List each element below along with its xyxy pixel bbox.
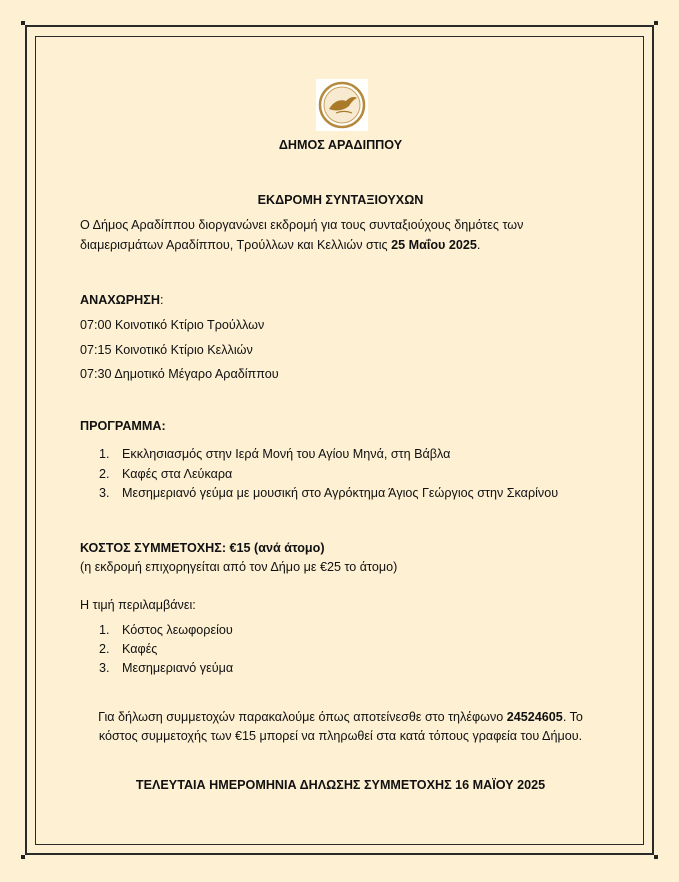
includes-item: Κόστος λεωφορείου [122, 623, 233, 637]
departure-item: 07:30 Δημοτικό Μέγαρο Αραδίππου [80, 367, 279, 381]
program-item: Καφές στα Λεύκαρα [122, 467, 233, 481]
departure-heading: ΑΝΑΧΩΡΗΣΗ: [80, 293, 164, 307]
municipality-name: ΔΗΜΟΣ ΑΡΑΔΙΠΠΟΥ [278, 138, 403, 152]
corner-mark [21, 21, 25, 25]
corner-mark [21, 855, 25, 859]
municipality-logo [316, 79, 368, 131]
cost-heading: ΚΟΣΤΟΣ ΣΥΜΜΕΤΟΧΗΣ: €15 (ανά άτομο) [80, 541, 325, 555]
document-title: ΕΚΔΡΟΜΗ ΣΥΝΤΑΞΙΟΥΧΩΝ [257, 193, 424, 207]
list-number: 2. [99, 467, 110, 481]
program-heading: ΠΡΟΓΡΑΜΜΑ: [80, 419, 166, 433]
contact-line-1: Για δήλωση συμμετοχών παρακαλούμε όπως αποτείνεσθε στο τηλέφωνο 24524605. Το [98, 710, 583, 724]
program-item: Εκκλησιασμός στην Ιερά Μονή του Αγίου Μηνά, στη Βάβλα [122, 447, 451, 461]
corner-mark [654, 855, 658, 859]
contact-line-2: κόστος συμμετοχής των €15 μπορεί να πληρωθεί στα κατά τόπους γραφεία του Δήμου. [98, 729, 583, 743]
departure-item: 07:15 Κοινοτικό Κτίριο Κελλιών [80, 343, 253, 357]
list-number: 3. [99, 486, 110, 500]
cost-note: (η εκδρομή επιχορηγείται από τον Δήμο με €25 το άτομο) [80, 560, 398, 574]
intro-line-2: διαμερισμάτων Αραδίππου, Τρούλλων και Κελλιών στις 25 Μαΐου 2025. [80, 238, 481, 252]
includes-heading: Η τιμή περιλαμβάνει: [80, 598, 196, 612]
list-number: 2. [99, 642, 110, 656]
trip-date: 25 Μαΐου 2025 [391, 238, 477, 252]
list-number: 1. [99, 447, 110, 461]
intro-line-1: Ο Δήμος Αραδίππου διοργανώνει εκδρομή για τους συνταξιούχους δημότες των [80, 218, 524, 232]
deadline-notice: ΤΕΛΕΥΤΑΙΑ ΗΜΕΡΟΜΗΝΙΑ ΔΗΛΩΣΗΣ ΣΥΜΜΕΤΟΧΗΣ 16 ΜΑΪΟΥ 2025 [135, 778, 546, 792]
program-item: Μεσημεριανό γεύμα με μουσική στο Αγρόκτημα Άγιος Γεώργιος στην Σκαρίνου [122, 486, 559, 500]
includes-item: Μεσημεριανό γεύμα [122, 661, 234, 675]
list-number: 1. [99, 623, 110, 637]
list-number: 3. [99, 661, 110, 675]
phone-number: 24524605 [506, 710, 563, 724]
includes-item: Καφές [122, 642, 158, 656]
corner-mark [654, 21, 658, 25]
departure-item: 07:00 Κοινοτικό Κτίριο Τρούλλων [80, 318, 265, 332]
